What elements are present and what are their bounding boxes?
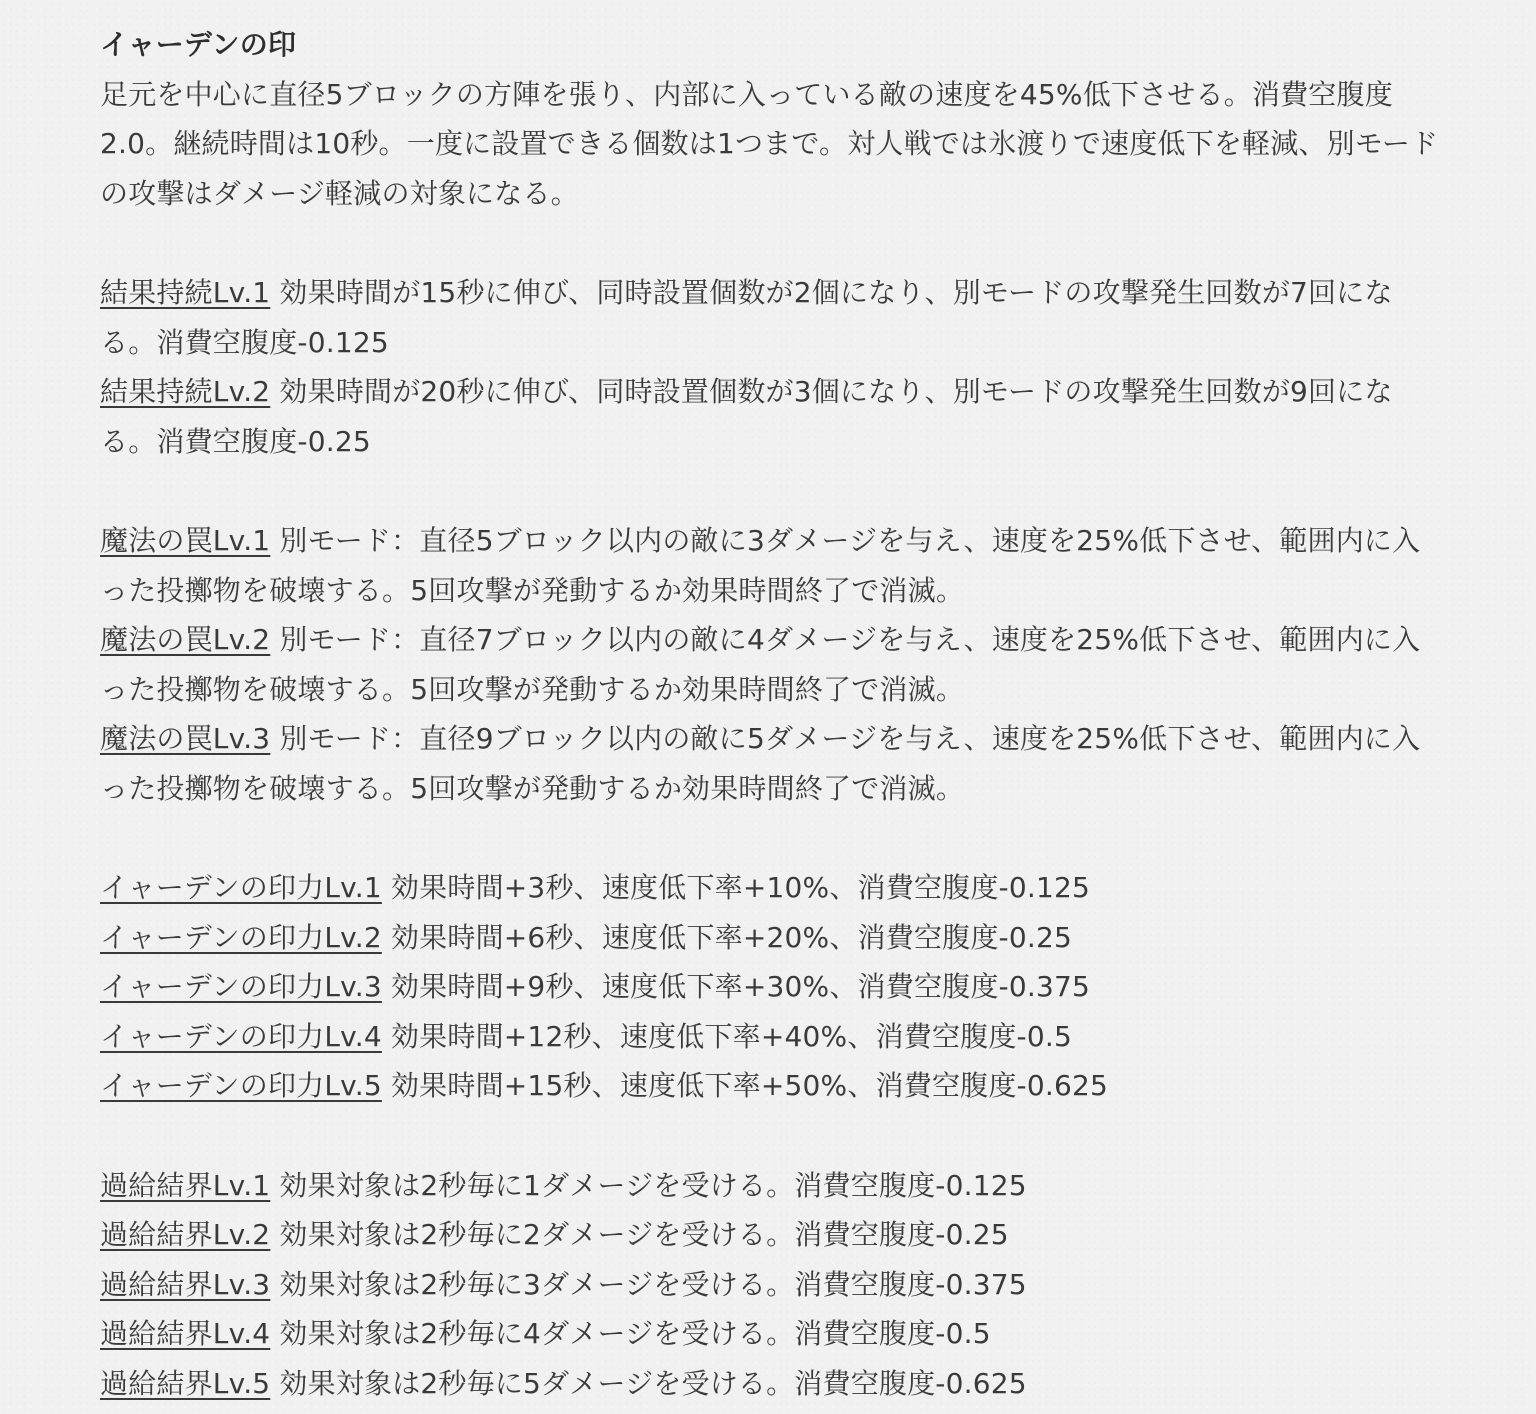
upgrade-name-link[interactable]: イャーデンの印力Lv.3 — [100, 970, 382, 1004]
spacer — [100, 466, 1440, 516]
upgrade-name-link[interactable]: イャーデンの印力Lv.2 — [100, 920, 382, 954]
spacer — [100, 814, 1440, 864]
upgrade-description: 効果対象は2秒毎に4ダメージを受ける。消費空腹度-0.5 — [279, 1317, 991, 1351]
upgrade-description: 効果対象は2秒毎に3ダメージを受ける。消費空腹度-0.375 — [279, 1267, 1027, 1301]
upgrade-description: 効果時間+12秒、速度低下率+40%、消費空腹度-0.5 — [390, 1019, 1072, 1053]
upgrade-name-link[interactable]: 魔法の罠Lv.2 — [100, 623, 271, 657]
upgrade-name-link[interactable]: 魔法の罠Lv.1 — [100, 523, 271, 557]
upgrade-entry — [100, 1012, 1440, 1062]
upgrade-entry — [100, 714, 1440, 813]
upgrade-description: 別モード：直径5ブロック以内の敵に3ダメージを与え、速度を25%低下させ、範囲内に入った投擲物を破壊する。5回攻撃が発動するか効果時間終了で消滅。 — [100, 523, 1421, 607]
upgrade-name-link[interactable]: 過給結界Lv.3 — [100, 1267, 271, 1301]
upgrade-description: 効果時間+6秒、速度低下率+20%、消費空腹度-0.25 — [390, 920, 1072, 954]
upgrade-name-link[interactable]: イャーデンの印力Lv.4 — [100, 1019, 382, 1053]
note-document — [100, 20, 1440, 1409]
upgrade-name-link[interactable]: イャーデンの印力Lv.1 — [100, 871, 382, 905]
upgrade-name-link[interactable]: 魔法の罠Lv.3 — [100, 722, 271, 756]
upgrade-name-link[interactable]: 過給結界Lv.5 — [100, 1367, 271, 1401]
upgrade-entry — [100, 962, 1440, 1012]
upgrade-entry — [100, 913, 1440, 963]
note-title: イャーデンの印 — [100, 28, 297, 61]
spacer — [100, 218, 1440, 268]
upgrade-description: 効果時間+3秒、速度低下率+10%、消費空腹度-0.125 — [390, 871, 1091, 905]
upgrade-description: 効果対象は2秒毎に5ダメージを受ける。消費空腹度-0.625 — [279, 1367, 1027, 1401]
upgrade-name-link[interactable]: 過給結界Lv.2 — [100, 1218, 271, 1252]
upgrade-entry — [100, 268, 1440, 367]
upgrade-entry — [100, 367, 1440, 466]
spacer — [100, 1111, 1440, 1161]
upgrade-description: 別モード：直径9ブロック以内の敵に5ダメージを与え、速度を25%低下させ、範囲内に入った投擲物を破壊する。5回攻撃が発動するか効果時間終了で消滅。 — [100, 722, 1421, 805]
upgrade-description: 効果時間+9秒、速度低下率+30%、消費空腹度-0.375 — [390, 970, 1091, 1004]
upgrade-entry — [100, 1309, 1440, 1359]
upgrade-name-link[interactable]: 結果持続Lv.1 — [100, 275, 271, 309]
upgrade-description: 効果対象は2秒毎に1ダメージを受ける。消費空腹度-0.125 — [279, 1168, 1027, 1202]
upgrade-entry — [100, 1359, 1440, 1409]
upgrade-entry — [100, 863, 1440, 913]
upgrade-entry — [100, 1210, 1440, 1260]
upgrade-name-link[interactable]: 結果持続Lv.2 — [100, 375, 271, 409]
upgrade-entry — [100, 1260, 1440, 1310]
upgrade-entry — [100, 1161, 1440, 1211]
upgrade-name-link[interactable]: 過給結界Lv.1 — [100, 1168, 271, 1202]
upgrade-name-link[interactable]: 過給結界Lv.4 — [100, 1317, 271, 1351]
upgrade-description: 効果対象は2秒毎に2ダメージを受ける。消費空腹度-0.25 — [279, 1218, 1009, 1252]
upgrade-entry — [100, 615, 1440, 714]
intro-paragraph: 足元を中心に直径5ブロックの方陣を張り、内部に入っている敵の速度を45%低下させる。消費空腹度2.0。継続時間は10秒。一度に設置できる個数は1つまで。対人戦では氷渡りで速度低下を軽減、別モードの攻撃はダメージ軽減の対象になる。 — [100, 77, 1439, 210]
upgrade-description: 効果時間が15秒に伸び、同時設置個数が2個になり、別モードの攻撃発生回数が7回になる。消費空腹度-0.125 — [100, 275, 1393, 359]
upgrade-description: 効果時間+15秒、速度低下率+50%、消費空腹度-0.625 — [390, 1069, 1109, 1103]
upgrade-entry — [100, 516, 1440, 615]
upgrade-name-link[interactable]: イャーデンの印力Lv.5 — [100, 1069, 382, 1103]
upgrade-description: 効果時間が20秒に伸び、同時設置個数が3個になり、別モードの攻撃発生回数が9回になる。消費空腹度-0.25 — [100, 375, 1393, 458]
upgrade-description: 別モード：直径7ブロック以内の敵に4ダメージを与え、速度を25%低下させ、範囲内に入った投擲物を破壊する。5回攻撃が発動するか効果時間終了で消滅。 — [100, 623, 1421, 706]
upgrade-entry — [100, 1061, 1440, 1111]
